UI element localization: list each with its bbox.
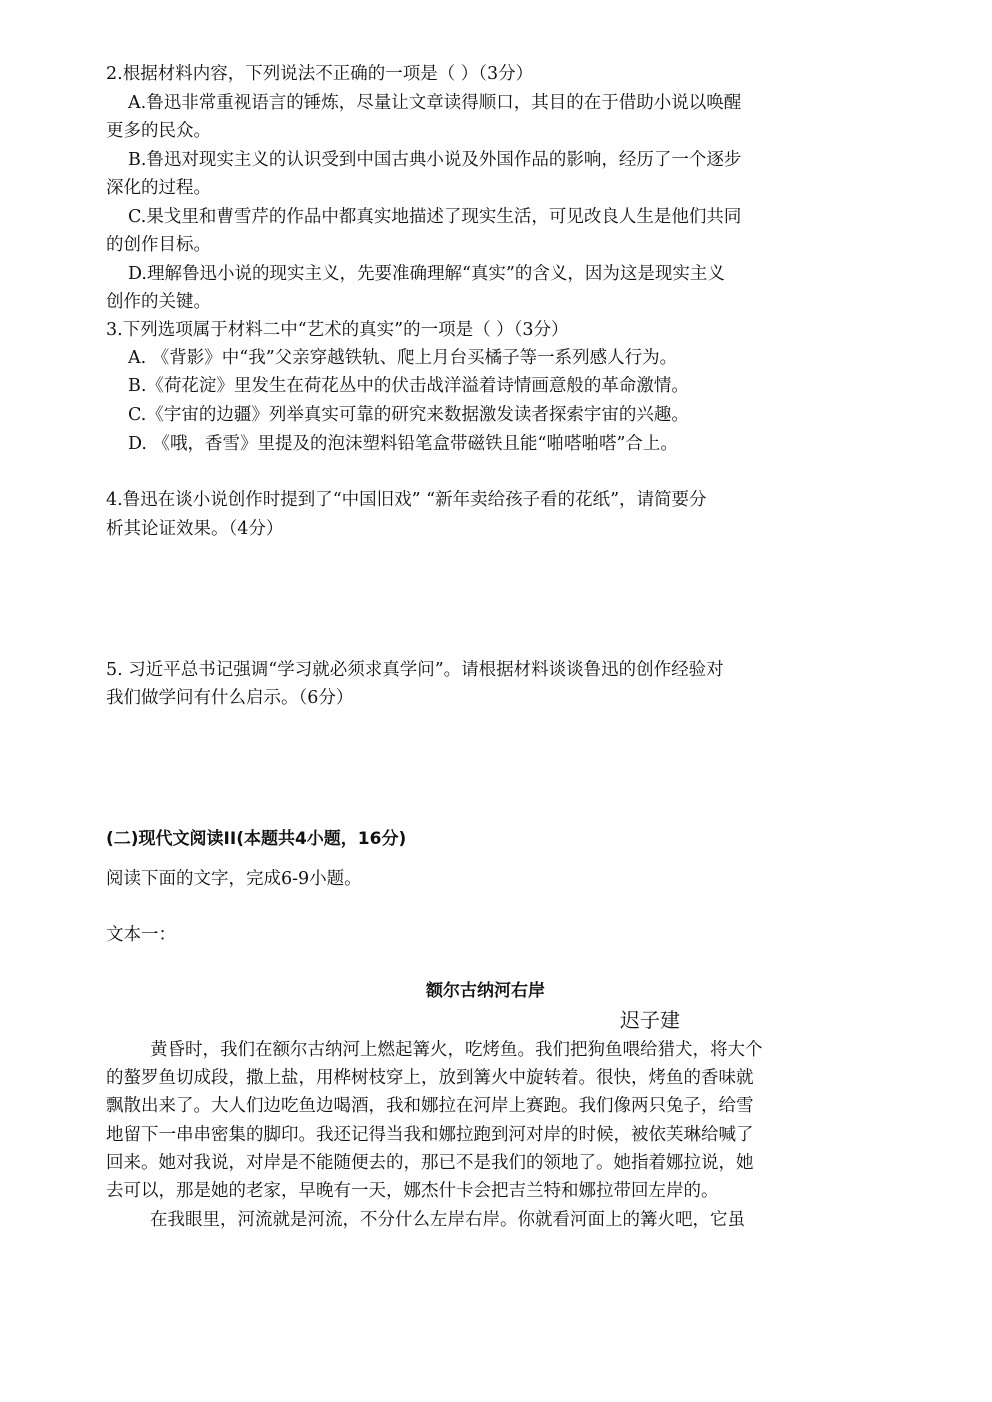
- q3-option-a: A. 《背影》中“我”父亲穿越铁轨、爬上月台买橘子等一系列感人行为。: [128, 348, 678, 368]
- q2-option-b: B.鲁迅对现实主义的认识受到中国古典小说及外国作品的影响，经历了一个逐步: [128, 150, 742, 170]
- q2-option-c-cont: 的创作目标。: [106, 235, 211, 255]
- q3-option-b: B.《荷花淀》里发生在荷花丛中的伏击战洋溢着诗情画意般的革命激情。: [128, 376, 689, 396]
- q3-option-d: D. 《哦，香雪》里提及的泡沫塑料铅笔盒带磁铁且能“啪嗒啪嗒”合上。: [128, 434, 678, 454]
- q2-option-a: A.鲁迅非常重视语言的锤炼，尽量让文章读得顺口，其目的在于借助小说以唤醒: [128, 93, 742, 113]
- article-paragraph-line: 黄昏时，我们在额尔古纳河上燃起篝火，吃烤鱼。我们把狗鱼喂给猎犬，将大个: [150, 1040, 763, 1060]
- q5-stem-cont: 我们做学问有什么启示。（6分）: [106, 688, 354, 708]
- article-title: 额尔古纳河右岸: [426, 981, 545, 1001]
- q2-option-a-cont: 更多的民众。: [106, 121, 211, 141]
- article-paragraph-line: 在我眼里，河流就是河流，不分什么左岸右岸。你就看河面上的篝火吧，它虽: [150, 1210, 745, 1230]
- q4-stem-cont: 析其论证效果。（4分）: [106, 519, 284, 539]
- article-paragraph-line: 的螯罗鱼切成段，撒上盐，用桦树枝穿上，放到篝火中旋转着。很快，烤鱼的香味就: [106, 1068, 754, 1088]
- q2-stem: 2.根据材料内容，下列说法不正确的一项是（ ）（3分）: [106, 64, 534, 84]
- article-author: 迟子建: [620, 1008, 680, 1032]
- article-paragraph-line: 去可以，那是她的老家，早晚有一天，娜杰什卡会把吉兰特和娜拉带回左岸的。: [106, 1181, 719, 1201]
- q5-stem: 5. 习近平总书记强调“学习就必须求真学问”。请根据材料谈谈鲁迅的创作经验对: [106, 660, 724, 680]
- q2-option-d-cont: 创作的关键。: [106, 292, 211, 312]
- section-heading: (二)现代文阅读II(本题共4小题，16分): [106, 829, 407, 849]
- q3-stem: 3.下列选项属于材料二中“艺术的真实”的一项是（ ）（3分）: [106, 320, 569, 340]
- q2-option-b-cont: 深化的过程。: [106, 178, 211, 198]
- article-paragraph-line: 飘散出来了。大人们边吃鱼边喝酒，我和娜拉在河岸上赛跑。我们像两只兔子，给雪: [106, 1096, 754, 1116]
- section-instruction: 阅读下面的文字，完成6-9小题。: [106, 869, 362, 889]
- q2-option-d: D.理解鲁迅小说的现实主义，先要准确理解“真实”的含义，因为这是现实主义: [128, 264, 725, 284]
- text-label: 文本一：: [106, 925, 176, 945]
- q3-option-c: C.《宇宙的边疆》列举真实可靠的研究来数据激发读者探索宇宙的兴趣。: [128, 405, 689, 425]
- article-paragraph-line: 地留下一串串密集的脚印。我还记得当我和娜拉跑到河对岸的时候，被依芙琳给喊了: [106, 1125, 754, 1145]
- article-paragraph-line: 回来。她对我说，对岸是不能随便去的，那已不是我们的领地了。她指着娜拉说，她: [106, 1153, 754, 1173]
- q2-option-c: C.果戈里和曹雪芹的作品中都真实地描述了现实生活，可见改良人生是他们共同: [128, 207, 742, 227]
- q4-stem: 4.鲁迅在谈小说创作时提到了“中国旧戏” “新年卖给孩子看的花纸”，请简要分: [106, 490, 707, 510]
